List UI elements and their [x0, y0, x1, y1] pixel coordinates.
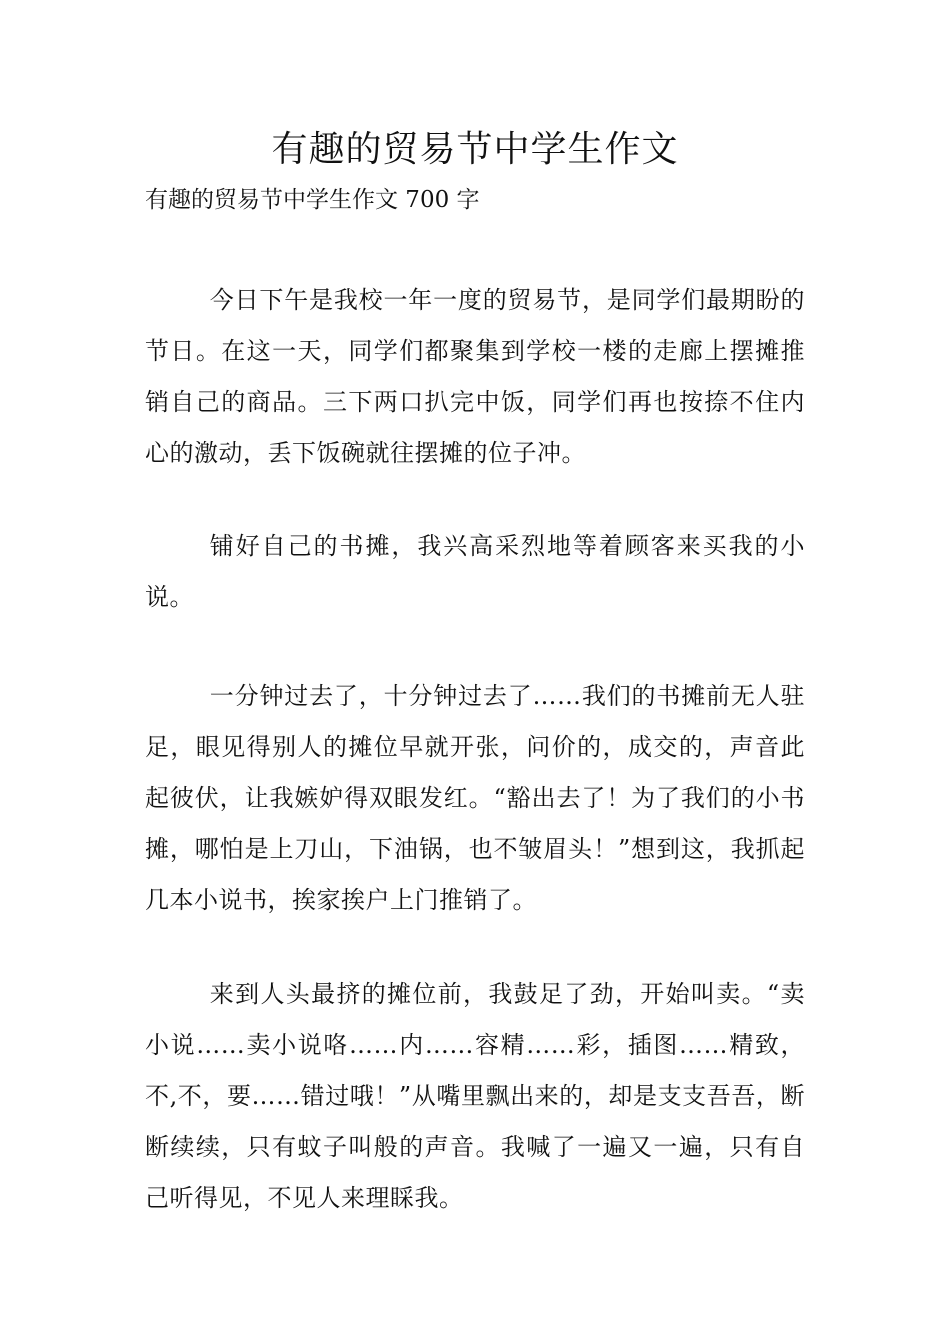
paragraph-2: 铺好自己的书摊，我兴高采烈地等着顾客来买我的小说。 [145, 532, 805, 611]
document-subtitle: 有趣的贸易节中学生作文 700 字 [145, 187, 480, 213]
paragraph-3: 一分钟过去了，十分钟过去了……我们的书摊前无人驻足，眼见得别人的摊位早就开张，问价的，成交的，声音此起彼伏，让我嫉妒得双眼发红。“豁出去了！为了我们的小书摊，哪怕是上刀山，下油锅，也不皱眉头！”想到这，我抓起几本小说书，挨家挨户上门推销了。 [145, 682, 805, 914]
paragraph-4: 来到人头最挤的摊位前，我鼓足了劲，开始叫卖。“卖小说……卖小说咯……内……容精……彩，插图……精致，不,不，要……错过哦！”从嘴里飘出来的，却是支支吾吾，断断续续，只有蚊子叫般的声音。我喊了一遍又一遍，只有自己听得见，不见人来理睬我。 [145, 980, 805, 1212]
paragraph-1: 今日下午是我校一年一度的贸易节，是同学们最期盼的节日。在这一天，同学们都聚集到学校一楼的走廊上摆摊推销自己的商品。三下两口扒完中饭，同学们再也按捺不住内心的激动，丢下饭碗就往摆摊的位子冲。 [145, 286, 805, 467]
document-title: 有趣的贸易节中学生作文 [271, 129, 679, 170]
